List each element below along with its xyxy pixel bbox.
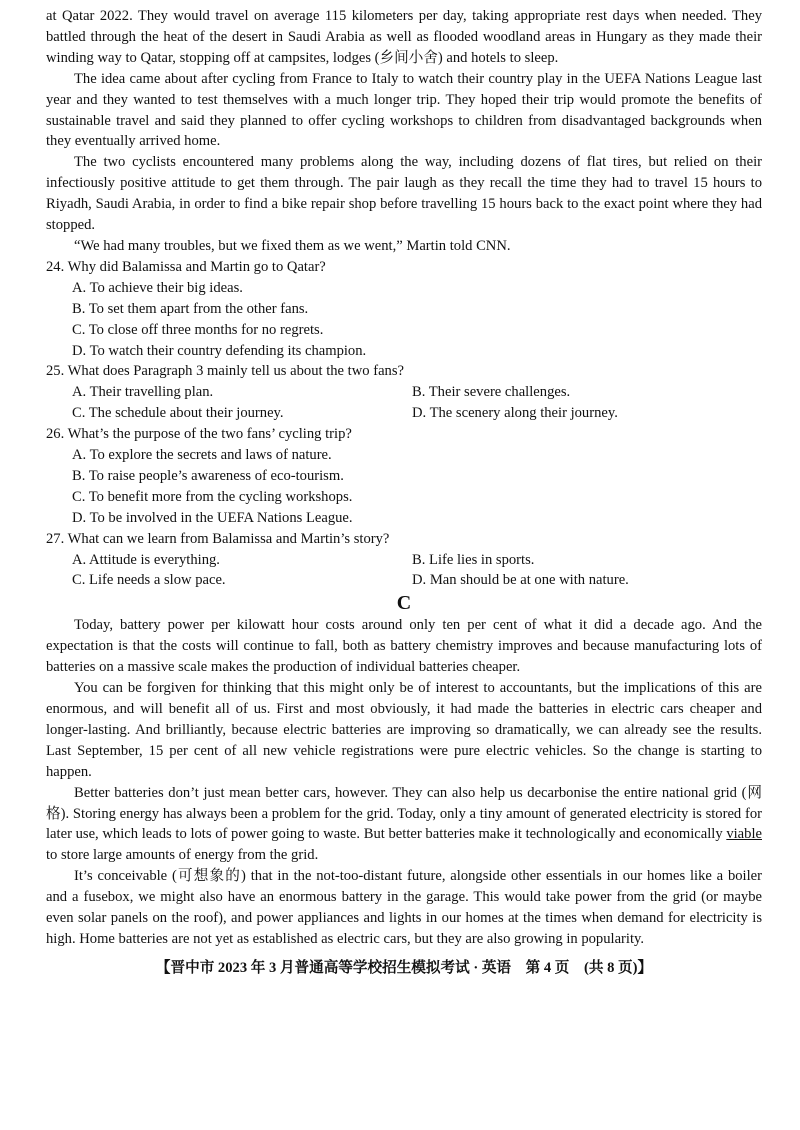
- question-25-option-d: D. The scenery along their journey.: [412, 405, 618, 422]
- question-25-option-c: C. The schedule about their journey.: [72, 405, 284, 422]
- question-27-option-d: D. Man should be at one with nature.: [412, 572, 629, 589]
- question-24-option-a: A. To achieve their big ideas.: [72, 279, 243, 296]
- question-24-option-c: C. To close off three months for no regrets.: [72, 321, 324, 338]
- question-25-option-b: B. Their severe challenges.: [412, 384, 571, 401]
- question-24-stem: 24. Why did Balamissa and Martin go to Qatar?: [46, 258, 326, 275]
- question-27-option-a: A. Attitude is everything.: [72, 551, 220, 568]
- question-26-option-c: C. To benefit more from the cycling workshops.: [72, 488, 353, 505]
- question-25-stem: 25. What does Paragraph 3 mainly tell us about the two fans?: [46, 363, 405, 380]
- passage-c-paragraph-3-text-before: Better batteries don’t just mean better cars, however. They can also help us decarbonise the entire national grid (网格). Storing energy has always been a problem for the grid. Today, only a tiny amount of generated electricity is stored for later use, which leads to lots of power going to waste. But better batteries make it technologically and economically: [46, 784, 762, 843]
- question-27: [46, 529, 762, 592]
- passage-c-paragraph-4: It’s conceivable (可想象的) that in the not-too-distant future, alongside other essentials in our homes like a boiler and a fusebox, we might also have an enormous battery in the garage. This would take power from the grid (or maybe even solar panels on the roof), and power appliances and lights in our homes at the times when demand for electricity is high. Home batteries are not yet as established as electric cars, but they are also growing in popularity.: [46, 868, 762, 947]
- question-26-option-a: A. To explore the secrets and laws of nature.: [72, 447, 332, 464]
- section-c-heading: C: [396, 592, 412, 615]
- passage-c-paragraph-3-text-after: to store large amounts of energy from the grid.: [46, 847, 319, 864]
- passage-c-paragraph-1: Today, battery power per kilowatt hour costs around only ten per cent of what it did a decade ago. And the expectation is that the costs will continue to fall, both as battery chemistry improves and because manufacturing lots of batteries on a massive scale makes the production of individual batteries cheaper.: [46, 617, 762, 676]
- question-26-stem: 26. What’s the purpose of the two fans’ cycling trip?: [46, 426, 352, 443]
- question-27-option-c: C. Life needs a slow pace.: [72, 572, 226, 589]
- question-26-option-b: B. To raise people’s awareness of eco-tourism.: [72, 467, 344, 484]
- question-25: [46, 361, 762, 424]
- underlined-word-viable: viable: [726, 826, 762, 843]
- page-content: [46, 6, 762, 979]
- question-25-option-a: A. Their travelling plan.: [72, 384, 214, 401]
- passage-b-paragraph-3: The two cyclists encountered many problems along the way, including dozens of flat tires, but relied on their infectiously positive attitude to get them through. The pair laugh as they recall the time they had to travel 15 hours to Riyadh, Saudi Arabia, in order to find a bike repair shop before travelling 15 hours back to the exact point where they had stopped.: [46, 154, 762, 234]
- question-27-stem: 27. What can we learn from Balamissa and Martin’s story?: [46, 530, 390, 547]
- passage-c-paragraph-2: You can be forgiven for thinking that this might only be of interest to accountants, but the implications of this are enormous, and will benefit all of us. First and most obviously, it had made the batteries in electric cars cheaper and longer-lasting. And brilliantly, because electric batteries are improving so dramatically, we can already see the results. Last September, 15 per cent of all new vehicle registrations were pure electric vehicles. So the change is starting to happen.: [46, 680, 762, 780]
- passage-b-paragraph-4: “We had many troubles, but we fixed them as we went,” Martin told CNN.: [74, 237, 511, 254]
- question-26-option-d: D. To be involved in the UEFA Nations League.: [72, 509, 353, 526]
- question-24-option-d: D. To watch their country defending its champion.: [72, 342, 367, 359]
- question-24: [46, 257, 762, 362]
- passage-b-paragraph-1: at Qatar 2022. They would travel on average 115 kilometers per day, taking appropriate rest days when needed. They battled through the heat of the desert in Saudi Arabia as well as flooded woodland areas in Hungary as they made their winding way to Qatar, stopping off at campsites, lodges (乡间小舍) and hotels to sleep.: [46, 8, 762, 66]
- question-27-option-b: B. Life lies in sports.: [412, 551, 535, 568]
- passage-c-paragraph-3: [46, 783, 762, 867]
- passage-b-paragraph-2: The idea came about after cycling from France to Italy to watch their country play in the UEFA Nations League last year and they wanted to test themselves with a much longer trip. They hoped their trip would promote the benefits of sustainable travel and said they planned to offer cycling workshops to children from disadvantaged backgrounds when they eventually arrived home.: [46, 70, 762, 150]
- page-footer: 【晋中市 2023 年 3 月普通高等学校招生模拟考试 · 英语 第 4 页 (共 8 页)】: [155, 959, 653, 976]
- question-24-option-b: B. To set them apart from the other fans.: [72, 300, 309, 317]
- question-26: [46, 424, 762, 529]
